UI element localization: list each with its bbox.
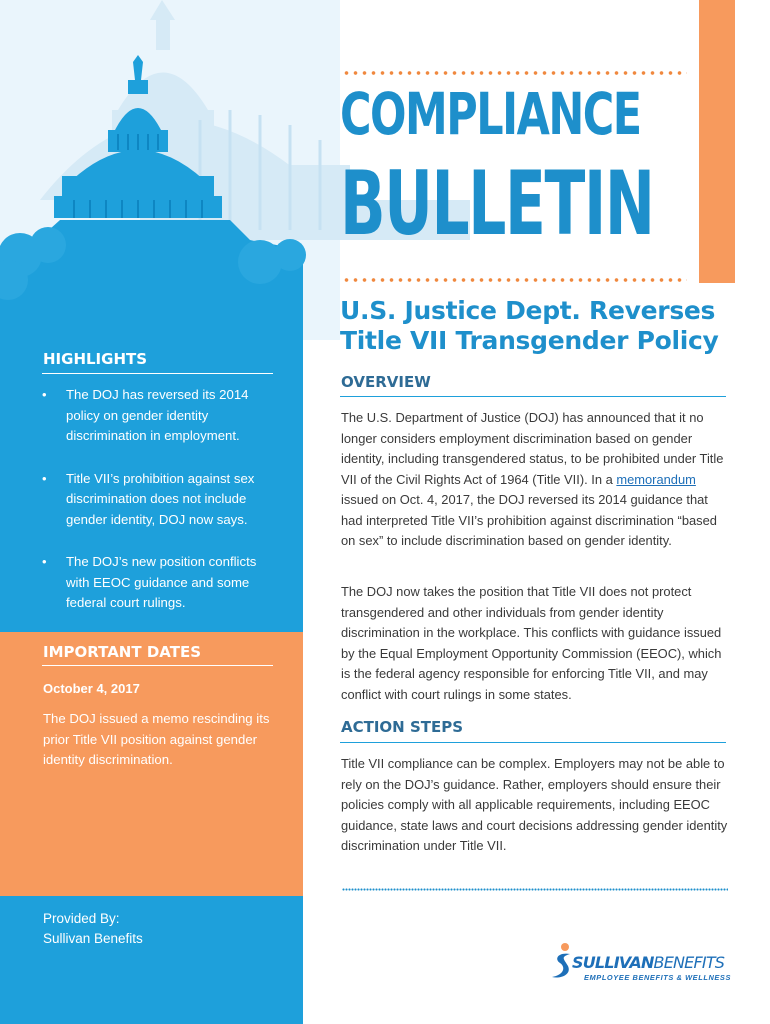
list-item: [42, 469, 282, 531]
overview-heading: OVERVIEW: [341, 373, 431, 391]
dotted-divider: [342, 70, 687, 76]
accent-bar: [699, 0, 735, 283]
article-headline: [340, 296, 740, 356]
important-dates-heading: IMPORTANT DATES: [43, 643, 201, 661]
highlight-text: The DOJ has reversed its 2014 policy on gender identity discrimination in employment.: [66, 387, 249, 443]
headline-line1: U.S. Justice Dept. Reverses: [340, 296, 716, 325]
logo-word-bold: SULLIVAN: [572, 953, 654, 972]
overview-paragraph-2: The DOJ now takes the position that Title VII does not protect transgendered and other individuals from gender identity discrimination in the workplace. This conflicts with guidance issued by the Equal Employment Opportunity Commission (EEOC), which is the federal agency responsible for enforcing Title VII, and may conflict with court rulings in some states.: [341, 584, 722, 702]
date-description: The DOJ issued a memo rescinding its prior Title VII position against gender identity discrimination.: [43, 711, 270, 767]
dotted-divider: [342, 277, 687, 283]
logo-wordmark: [572, 953, 724, 972]
bullet-icon: •: [42, 554, 47, 569]
bullet-icon: •: [42, 470, 47, 486]
section-rule: [340, 742, 726, 743]
logo-word-light: BENEFITS: [653, 953, 725, 972]
section-rule: [340, 396, 726, 397]
highlight-text: The DOJ’s new position conflicts with EEOC guidance and some federal court rulings.: [66, 554, 257, 610]
list-item: [42, 385, 282, 447]
highlights-list: [42, 385, 282, 636]
list-item: [42, 552, 282, 614]
memorandum-link[interactable]: memorandum: [616, 471, 696, 487]
dotted-divider: [342, 888, 728, 891]
heading-rule: [42, 373, 273, 374]
masthead-title-line2: BULLETIN: [340, 152, 654, 255]
provided-by-label: Provided By:: [43, 911, 120, 926]
date-label: October 4, 2017: [43, 681, 140, 696]
heading-rule: [42, 665, 273, 666]
action-steps-paragraph: Title VII compliance can be complex. Employers may not be able to rely on the DOJ’s guidance. Rather, employers should ensure their policies comply with all applicable requirements, including EEOC guidance, state laws and court decisions addressing gender identity discrimination under Title VII.: [341, 756, 728, 853]
sullivan-benefits-logo: [548, 941, 731, 985]
overview-paragraph-1: [341, 408, 731, 552]
logo-tagline: EMPLOYEE BENEFITS & WELLNESS: [584, 973, 731, 982]
paragraph-text: issued on Oct. 4, 2017, the DOJ reversed its 2014 guidance that had interpreted Title VII’s prohibition against discrimination “based on sex” to include discrimination based on gender identity.: [341, 492, 717, 548]
headline-line2: Title VII Transgender Policy: [340, 326, 719, 355]
action-steps-heading: ACTION STEPS: [341, 718, 464, 736]
paragraph-text: The U.S. Department of Justice (DOJ) has announced that it no longer considers employment discrimination based on gender identity, including transgendered status, to be prohibited under Title VII of the Civil Rights Act of 1964 (Title VII). In a: [341, 410, 724, 487]
header-banner: [0, 0, 770, 340]
masthead-title-line1: COMPLIANCE: [340, 80, 641, 148]
provider-name: Sullivan Benefits: [43, 931, 143, 946]
highlight-text: Title VII’s prohibition against sex discrimination does not include gender identity, DOJ now says.: [66, 470, 255, 527]
bullet-icon: •: [42, 387, 47, 402]
highlights-heading: HIGHLIGHTS: [43, 350, 148, 368]
